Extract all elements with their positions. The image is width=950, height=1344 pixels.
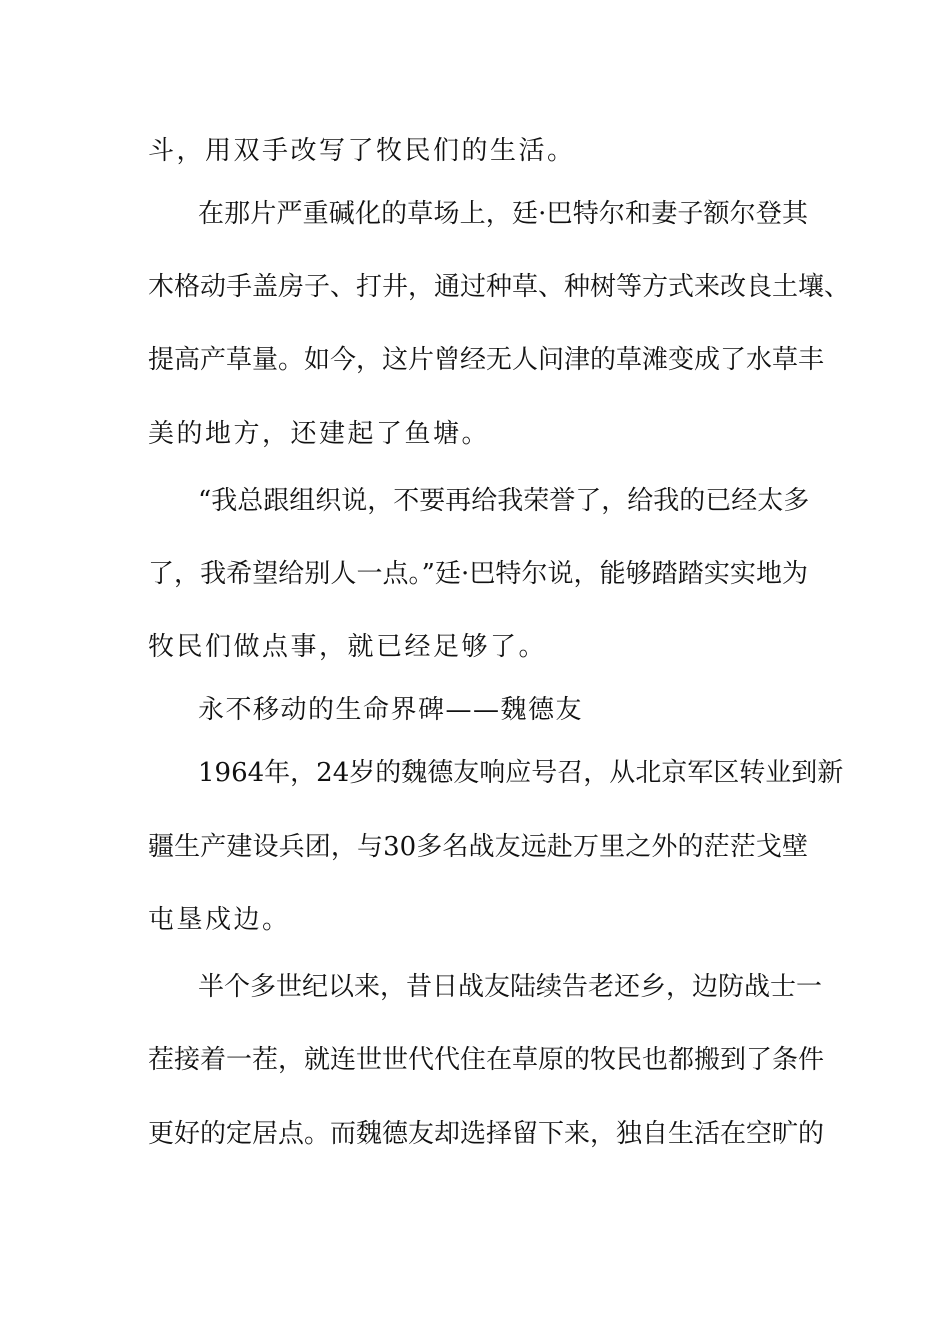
- paragraph-line: 斗，用双手改写了牧民们的生活。: [148, 136, 576, 166]
- paragraph-line: 提高产草量。如今，这片曾经无人问津的草滩变成了水草丰: [148, 345, 825, 375]
- paragraph-line: 了，我希望给别人一点。”廷·巴特尔说，能够踏踏实实地为: [148, 559, 808, 589]
- paragraph-line: 美的地方，还建起了鱼塘。: [148, 419, 491, 449]
- paragraph-line: 牧民们做点事，就已经足够了。: [148, 632, 548, 662]
- paragraph-line: 半个多世纪以来，昔日战友陆续告老还乡，边防战士一: [198, 972, 823, 1002]
- paragraph-line: 木格动手盖房子、打井，通过种草、种树等方式来改良土壤、: [148, 272, 851, 302]
- section-heading: 永不移动的生命界碑——魏德友: [198, 695, 584, 725]
- paragraph-line: 1964年，24岁的魏德友响应号召，从北京军区转业到新: [198, 758, 844, 788]
- paragraph-line: 更好的定居点。而魏德友却选择留下来，独自生活在空旷的: [148, 1119, 825, 1149]
- paragraph-line: 屯垦戍边。: [148, 905, 291, 935]
- paragraph-line: 疆生产建设兵团，与30多名战友远赴万里之外的茫茫戈壁: [148, 832, 808, 862]
- paragraph-line: “我总跟组织说，不要再给我荣誉了，给我的已经太多: [198, 486, 810, 516]
- paragraph-line: 在那片严重碱化的草场上，廷·巴特尔和妻子额尔登其: [198, 199, 808, 229]
- paragraph-line: 茬接着一茬，就连世世代代住在草原的牧民也都搬到了条件: [148, 1045, 825, 1075]
